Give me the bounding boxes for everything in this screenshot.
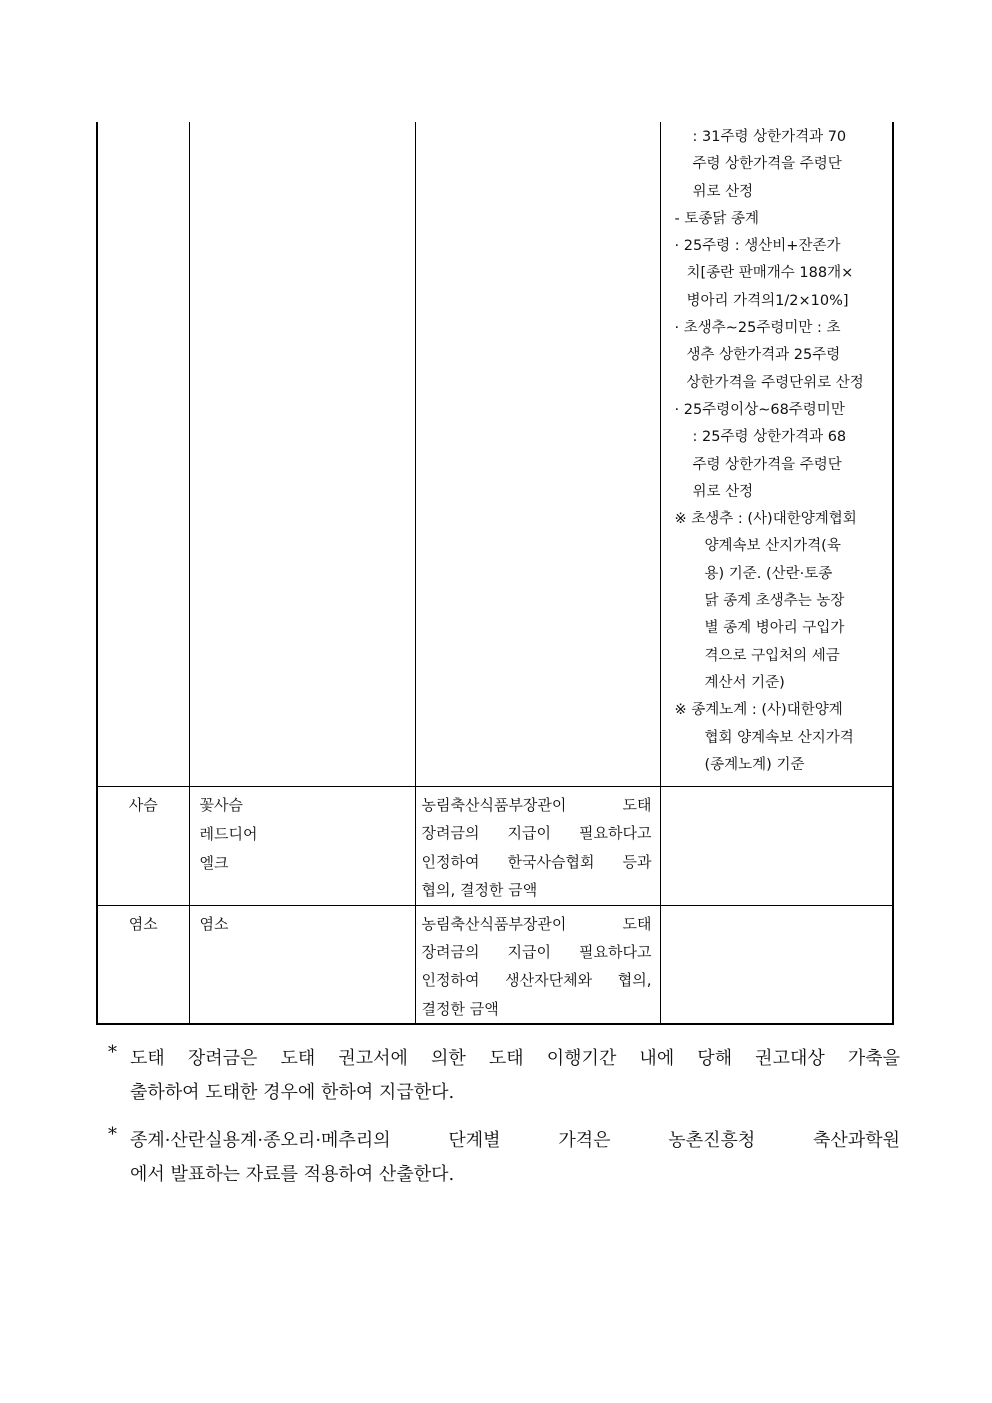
notes-line: 위로 산정 (692, 183, 754, 200)
items-list (190, 787, 415, 878)
notes-line: : 25주령 상한가격과 68 (692, 429, 847, 446)
table-cell-items (189, 905, 415, 1024)
notes-line: 주령 상한가격을 주령단 (692, 156, 842, 173)
amount-line: 장려금의 지급이 필요하다고 (421, 824, 652, 843)
table-cell-items (189, 787, 415, 906)
notes-line: 위로 산정 (692, 483, 754, 500)
notes-line: 주령 상한가격을 주령단 (692, 456, 842, 473)
kind-label: 염소 (128, 914, 158, 933)
amount-line: 인정하여 생산자단체와 협의, (421, 971, 652, 990)
footnote-line: 종계·산란실용계·종오리·메추리의 단계별 가격은 농촌진흥청 축산과학원 (130, 1130, 900, 1151)
notes-line: 상한가격을 주령단위로 산정 (686, 374, 864, 391)
notes-line: - 토종닭 종계 (674, 210, 759, 227)
amount-line: 결정한 금액 (421, 999, 499, 1018)
table-cell-kind (97, 787, 189, 906)
footnote-mark: * (108, 1042, 117, 1063)
notes-line: 별 종계 병아리 구입가 (704, 620, 845, 637)
amount-line: 장려금의 지급이 필요하다고 (421, 943, 652, 962)
notes-line: 용) 기준. (산란·토종 (704, 565, 833, 582)
notes-line: 양계속보 산지가격(육 (704, 538, 841, 555)
footnote (108, 1124, 900, 1192)
list-item: 염소 (199, 914, 229, 933)
list-item: 꽃사슴 (199, 796, 243, 814)
notes-line: 격으로 구입처의 세금 (704, 647, 840, 664)
notes-line: 치[종란 판매개수 188개× (686, 265, 854, 282)
notes-line: · 25주령이상∼68주령미만 (674, 401, 845, 418)
notes-line: 생추 상한가격과 25주령 (686, 347, 841, 364)
notes-line: · 25주령 : 생산비+잔존가 (674, 238, 841, 255)
footnote-mark: * (108, 1124, 117, 1145)
notes-line: 계산서 기준) (704, 674, 785, 691)
notes-line: 병아리 가격의1/2×10%] (686, 292, 849, 309)
footnote (108, 1042, 900, 1110)
table-cell-items (189, 122, 415, 787)
notes-line: ※ 초생추 : (사)대한양계협회 (674, 511, 857, 528)
notes-line: : 31주령 상한가격과 70 (692, 129, 847, 145)
amount-line: 농림축산식품부장관이 도태 (421, 796, 652, 814)
table-cell-notes (660, 905, 893, 1024)
table-row-deer (97, 787, 893, 906)
table-cell-amount (415, 787, 660, 906)
table-cell-notes (660, 787, 893, 906)
footnote-line: 도태 장려금은 도태 권고서에 의한 도태 이행기간 내에 당해 권고대상 가축을 (130, 1048, 900, 1069)
list-item: 엘크 (199, 854, 229, 872)
table-cell-kind (97, 122, 189, 787)
footnote-line: 출하하여 도태한 경우에 한하여 지급한다. (130, 1082, 455, 1103)
footnote-line: 에서 발표하는 자료를 적용하여 산출한다. (130, 1164, 455, 1185)
notes-line: (종계노계) 기준 (704, 756, 805, 773)
amount-text (416, 906, 660, 1024)
notes-line: ※ 종계노계 : (사)대한양계 (674, 702, 843, 719)
table-cell-amount (415, 905, 660, 1024)
amount-line: 농림축산식품부장관이 도태 (421, 914, 652, 933)
list-item: 레드디어 (199, 825, 258, 843)
table-cell-notes (660, 122, 893, 787)
table-row (97, 122, 893, 787)
items-list (190, 906, 415, 939)
notes-line: 협회 양계속보 산지가격 (704, 729, 854, 746)
incentive-table (96, 122, 894, 1025)
notes-block (661, 122, 893, 779)
notes-line: 닭 종계 초생추는 농장 (704, 593, 845, 610)
amount-line: 협의, 결정한 금액 (421, 881, 538, 900)
table-cell-kind (97, 905, 189, 1024)
amount-line: 인정하여 한국사슴협회 등과 (421, 852, 652, 871)
kind-label: 사슴 (128, 796, 158, 814)
notes-line: · 초생추∼25주령미만 : 초 (674, 320, 841, 337)
table-row-goat (97, 905, 893, 1024)
table-cell-amount (415, 122, 660, 787)
amount-text (416, 787, 660, 905)
footnotes (108, 1042, 900, 1206)
